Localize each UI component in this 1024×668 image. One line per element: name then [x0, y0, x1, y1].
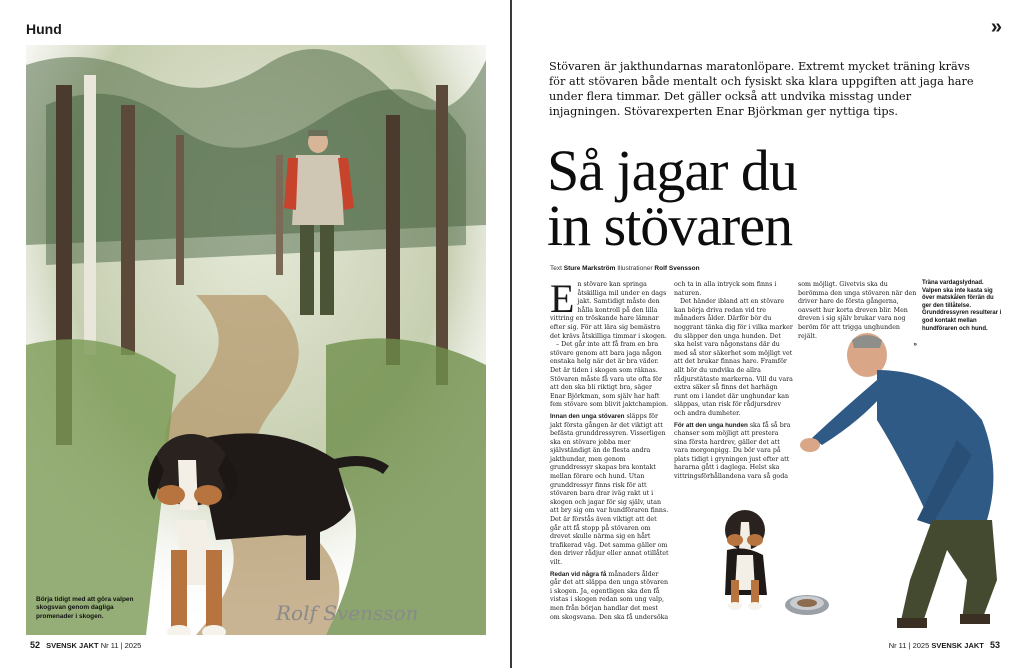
forest-dog-illustration	[26, 45, 486, 635]
left-page	[0, 0, 510, 668]
article-lede: Stövaren är jakthundarnas maratonlöpare. Extremt mycket träning krävs för att stövaren både mentalt och fysiskt ska klara uppgiften att jaga hare under flera timmar. Det gäller också att undvika misstag under injagningen. Stövarexperten Enar Björkman ger nyttiga tips.	[549, 60, 974, 118]
issue-label: Nr 11 | 2025	[100, 641, 142, 650]
paragraph: och ta in alla intryck som finns i naturen.	[674, 281, 777, 297]
byline-illustrator: Rolf Svensson	[654, 265, 700, 272]
byline-text-label: Text	[550, 265, 562, 272]
issue-label: Nr 11 | 2025	[888, 641, 930, 650]
paragraph: ska få så bra chanser som möjligt att prestera sina första hardrev, gäller det att vara morgonpigg. Du bör vara på plats tidigt i gryningen just efter att hararna gått i daglega. Helst ska vittringsförhållandena vara så goda	[674, 421, 791, 481]
right-page	[512, 0, 1024, 668]
article-headline	[547, 138, 1007, 258]
magazine-name: SVENSK JAKT	[931, 641, 984, 650]
paragraph: – Det går inte att få fram en bra stövare genom att bara jaga någon enstaka helg när det är bra väder. Det är tiden i skogen som räknas. Stövaren måste få vara ute ofta för att den ska bli riktigt bra, säger Enar Björkman, som själv har haft fem stövare som blivit jaktchampion.	[550, 341, 669, 409]
left-folio	[26, 640, 141, 650]
paragraph: släpps för jakt första gången är det viktigt att befästa grunddressyren. Visserligen ska en stövare jobba mer självständigt än de flesta andra jakthundar, men genom grunddressyr skapas bra kontakt mellan förare och hund. Utan grunddressyr finns risk för att stövaren bara drar iväg rakt ut i skogen och jagar för sig själv, utan att bry sig om var hundföraren finns. Det är förstås även viktigt att det går att få stopp på stövaren om drevet skulle närma sig en hårt trafikerad väg. Det samma gäller om den driver rådjur eller annat otillåtet vilt.	[550, 412, 669, 566]
byline-illus-label: Illustrationer	[617, 265, 653, 272]
headline-line-2: in stövaren	[547, 193, 793, 258]
puppy-illustration	[707, 500, 787, 615]
paragraph: Det händer ibland att en stövare kan börja driva redan vid tre månaders ålder. Därför bör du noggrant tänka dig för i vilka marker du släpper den unga hunden. Det ska helst vara någonstans där du med så stor säkerhet som möjligt vet att det brukar finnas hare. Framför allt bör du undvika de allra rådjurstätaste markerna. Vill du vara extra säker så finns det harhägn runt om i landet där unghundar kan släppas, utan risk för rådjursdrev och andra dumheter.	[674, 298, 793, 417]
right-folio	[889, 640, 1004, 650]
section-label: Hund	[26, 21, 62, 37]
headline-line-1: Så jagar du	[547, 138, 797, 203]
food-bowl-illustration	[782, 585, 832, 625]
page-number: 53	[989, 640, 1000, 650]
article-column-1	[550, 276, 669, 622]
illustrator-signature: Rolf Svensson	[276, 601, 419, 625]
article-column-2	[674, 281, 793, 482]
page-number: 52	[30, 640, 41, 650]
subheading: Innan den unga stövaren	[550, 412, 625, 420]
byline	[550, 265, 700, 272]
byline-author: Sture Markström	[563, 265, 616, 272]
image-caption: Börja tidigt med att göra valpen skogsvan genom dagliga promenader i skogen.	[36, 596, 134, 620]
paragraph: månaders ålder går det att släppa den unga stövaren i skogen. Ja, egentligen ska den få vistas i skogen redan som ung valp, men från början handlar det mest om skogsvana. Den ska få undersöka	[550, 570, 669, 621]
subheading: Redan vid några få	[550, 570, 607, 578]
side-caption: Träna vardagslydnad. Valpen ska inte kasta sig över matskålen förrän du ger den tillåtelse. Grunddressyren resulterar i god kontakt mellan hundföraren och hund.	[922, 280, 1002, 332]
paragraph: n stövare kan springa åtskilliga mil under en dags jakt. Samtidigt måste den hålla kontroll på den lilla vittring en tröskande hare lämnar efter sig. För att lära sig bemästra det krävs åtskilliga timmar i skogen.	[550, 281, 667, 340]
paragraph: som möjligt. Givetvis ska du berömma den unga stövaren när den driver hare de första gångerna, oavsett hur korta dreven blir. Men dreven i sig själv brukar vara nog beröm för att trigga unghunden rejält.	[798, 281, 917, 340]
magazine-name: SVENSK JAKT	[46, 641, 99, 650]
next-page-icon[interactable]: »	[990, 16, 1002, 38]
subheading: För att den unga hunden	[674, 421, 748, 429]
drop-cap: E	[550, 276, 575, 321]
continue-arrow: »	[913, 341, 917, 349]
